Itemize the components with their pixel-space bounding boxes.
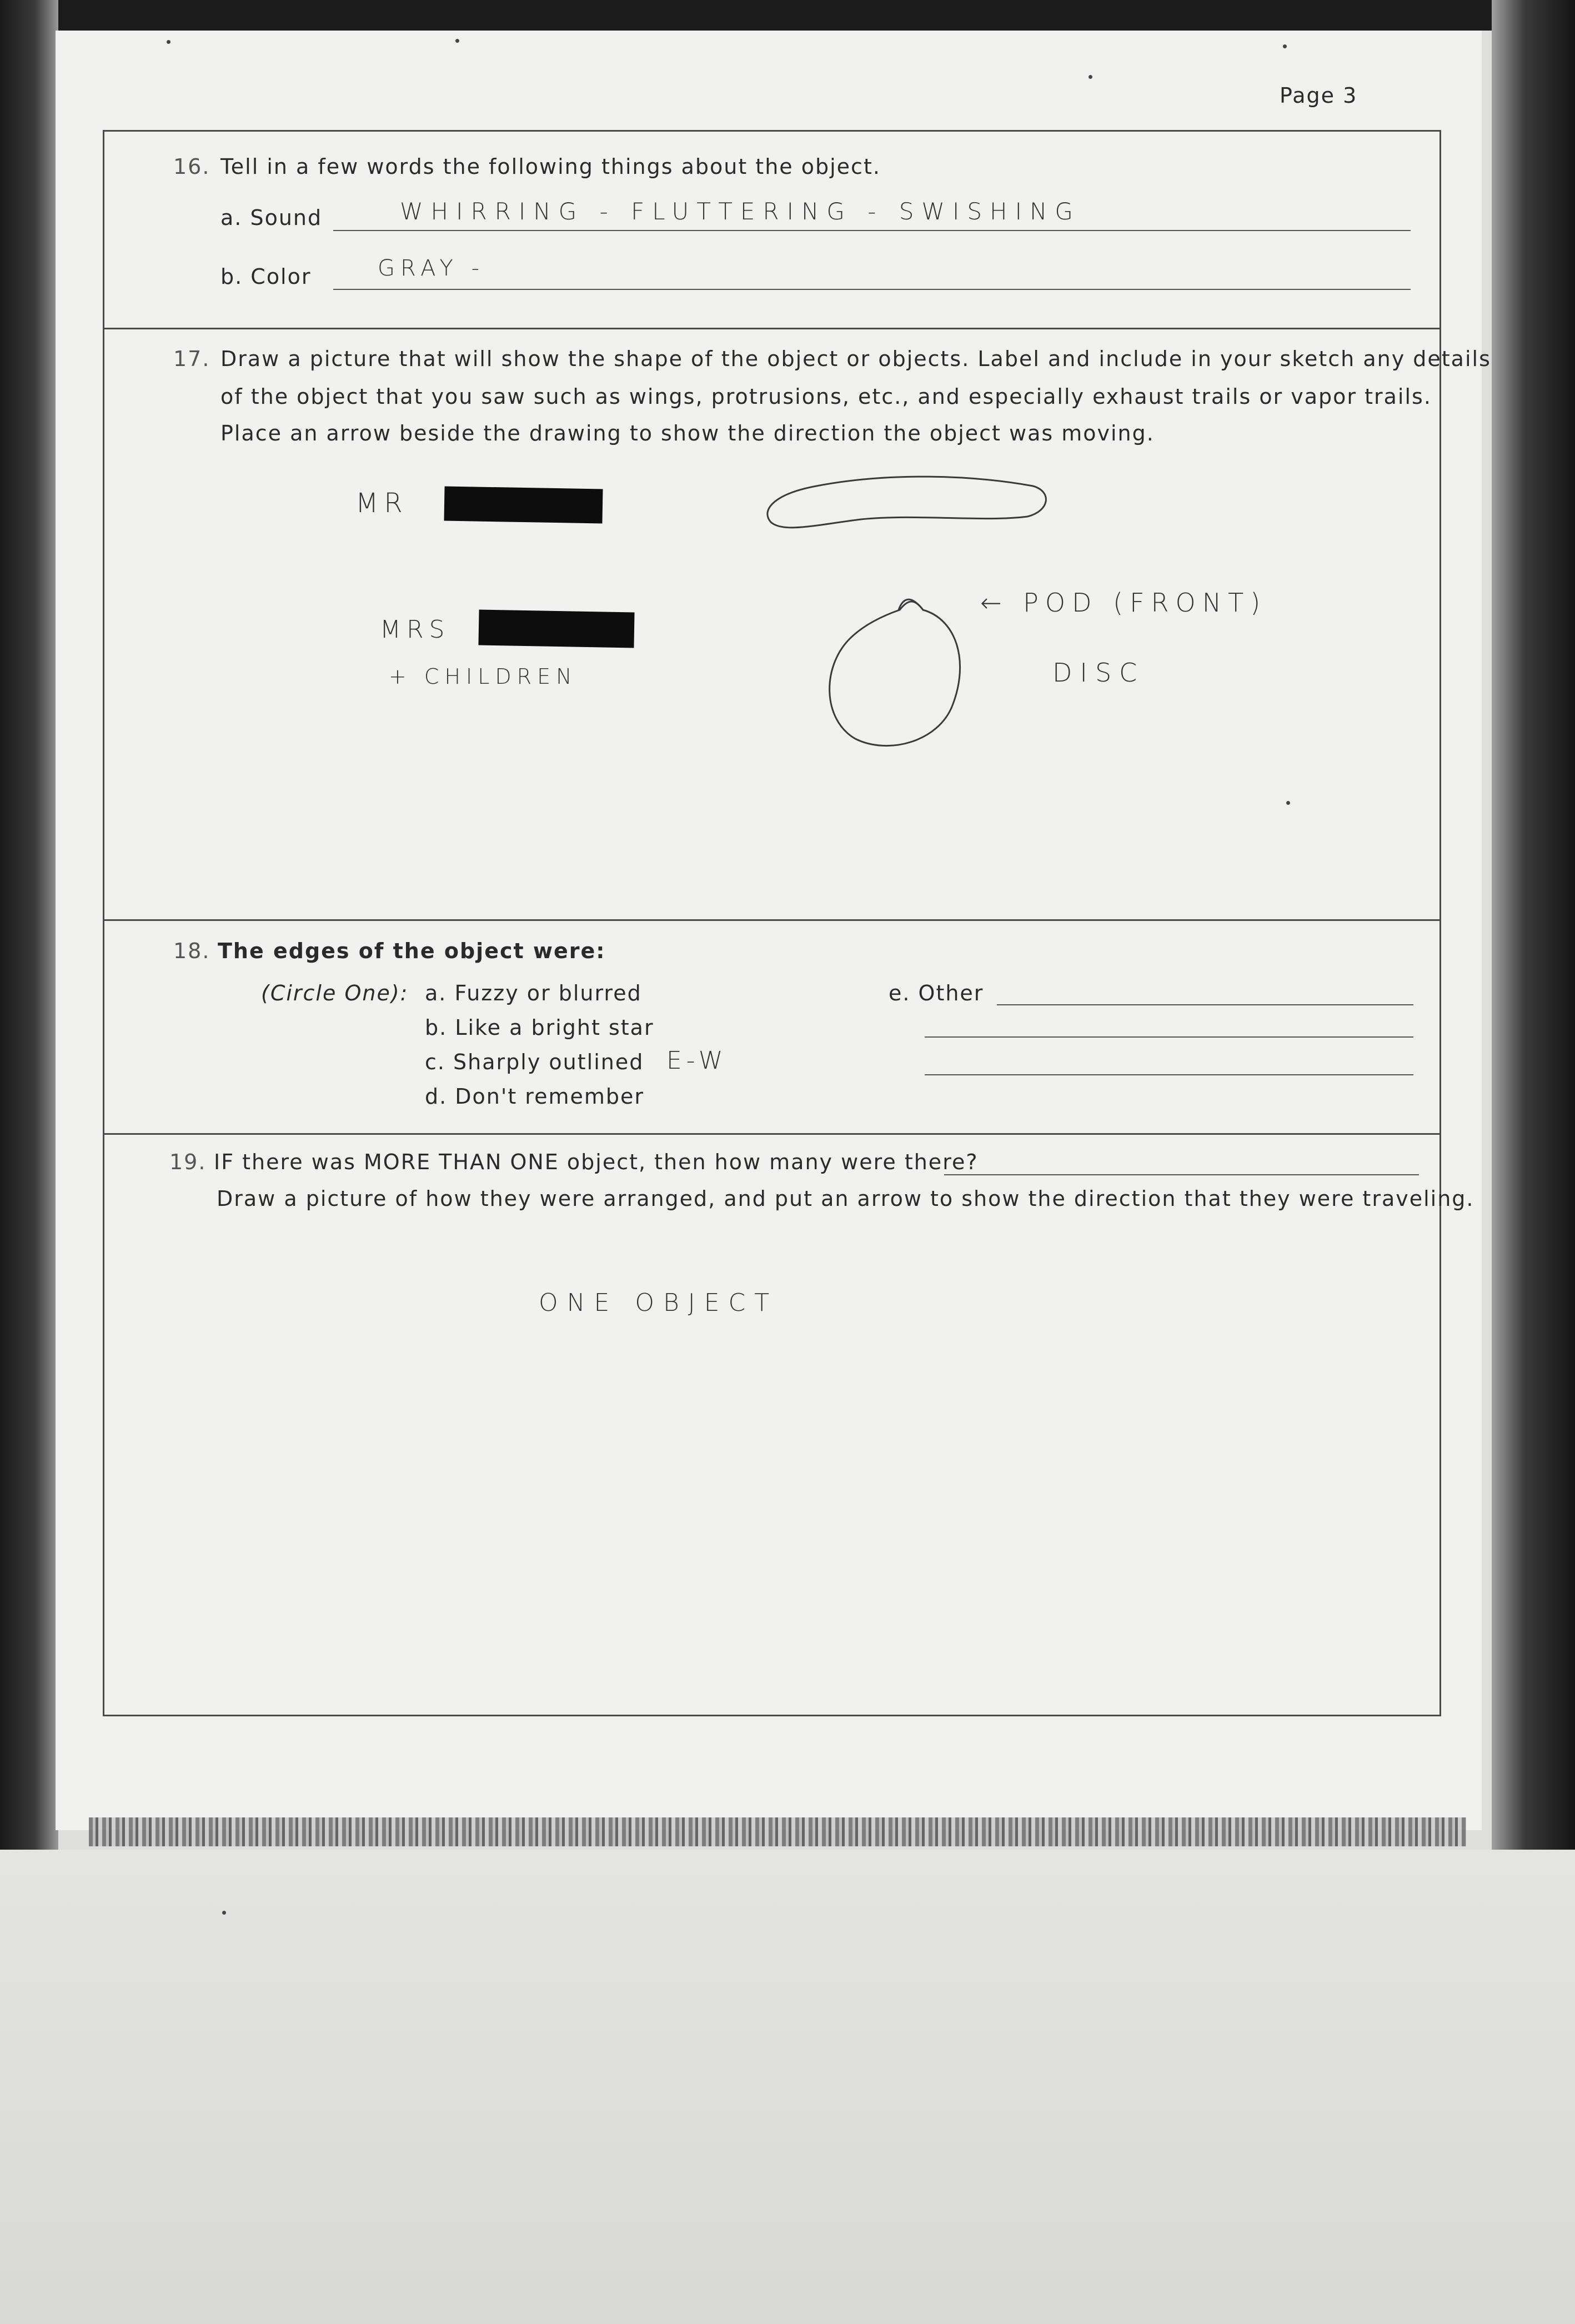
speck [222, 1911, 226, 1915]
count-answer-line [944, 1174, 1419, 1175]
speck [167, 40, 170, 44]
redaction-bar [444, 487, 603, 524]
q16-sound-label: a. Sound [220, 206, 323, 230]
q17-line1: Draw a picture that will show the shape of the object or objects. Label and include in your sketch any details [220, 347, 1491, 371]
side-view-outline [768, 477, 1046, 528]
q19-line1: IF there was MORE THAN ONE object, then how many were there? [214, 1150, 979, 1174]
q17-line3: Place an arrow beside the drawing to show the direction the object was moving. [220, 421, 1155, 445]
background-lower [0, 1850, 1575, 2324]
witness-mrs: MRS [380, 615, 450, 644]
other-line [925, 1074, 1413, 1075]
q16-prompt: Tell in a few words the following things about the object. [220, 154, 881, 179]
sound-answer-line [333, 230, 1411, 231]
disc-label: DISC [1052, 658, 1145, 688]
redaction-bar [478, 610, 634, 648]
edge-option-d: d. Don't remember [425, 1084, 644, 1109]
color-answer-line [333, 289, 1411, 290]
speck [455, 39, 459, 43]
q19-number: 19. [169, 1150, 207, 1174]
edge-option-b: b. Like a bright star [425, 1015, 654, 1040]
speck [1283, 44, 1287, 48]
q18-number: 18. [173, 939, 210, 963]
section-divider [103, 1133, 1441, 1135]
section-divider [103, 328, 1441, 329]
other-line [997, 1004, 1413, 1005]
q16-number: 16. [173, 154, 210, 179]
sheet-bottom-edge [89, 1817, 1466, 1846]
disc-outline [830, 602, 960, 746]
film-border-top [0, 0, 1575, 31]
speck [1089, 75, 1092, 79]
edge-option-c: c. Sharply outlined [425, 1050, 644, 1074]
film-border-right [1492, 0, 1575, 1850]
pod-front-label: ← POD (FRONT) [980, 588, 1267, 618]
edge-option-a: a. Fuzzy or blurred [425, 981, 642, 1005]
section-divider [103, 919, 1441, 921]
q17-number: 17. [173, 347, 210, 371]
q19-line2: Draw a picture of how they were arranged, and put an arrow to show the direction that they were traveling. [217, 1186, 1474, 1211]
q17-line2: of the object that you saw such as wings, protrusions, etc., and especially exhaust trails or vapor trails. [220, 384, 1432, 409]
circle-one-instruction: (Circle One): [261, 981, 409, 1005]
sound-answer: WHIRRING - FLUTTERING - SWISHING [400, 198, 1081, 225]
other-line [925, 1036, 1413, 1038]
other-label: e. Other [889, 981, 984, 1005]
color-answer: GRAY - [378, 256, 485, 281]
sharp-note: E-W [666, 1046, 728, 1075]
film-border-left [0, 0, 58, 1850]
witness-mr: MR [355, 488, 408, 519]
q16-color-label: b. Color [220, 264, 312, 289]
q19-answer: ONE OBJECT [539, 1289, 779, 1317]
q18-prompt: The edges of the object were: [218, 939, 606, 963]
page-number: Page 3 [1280, 83, 1358, 108]
witness-children: + CHILDREN [389, 664, 578, 689]
